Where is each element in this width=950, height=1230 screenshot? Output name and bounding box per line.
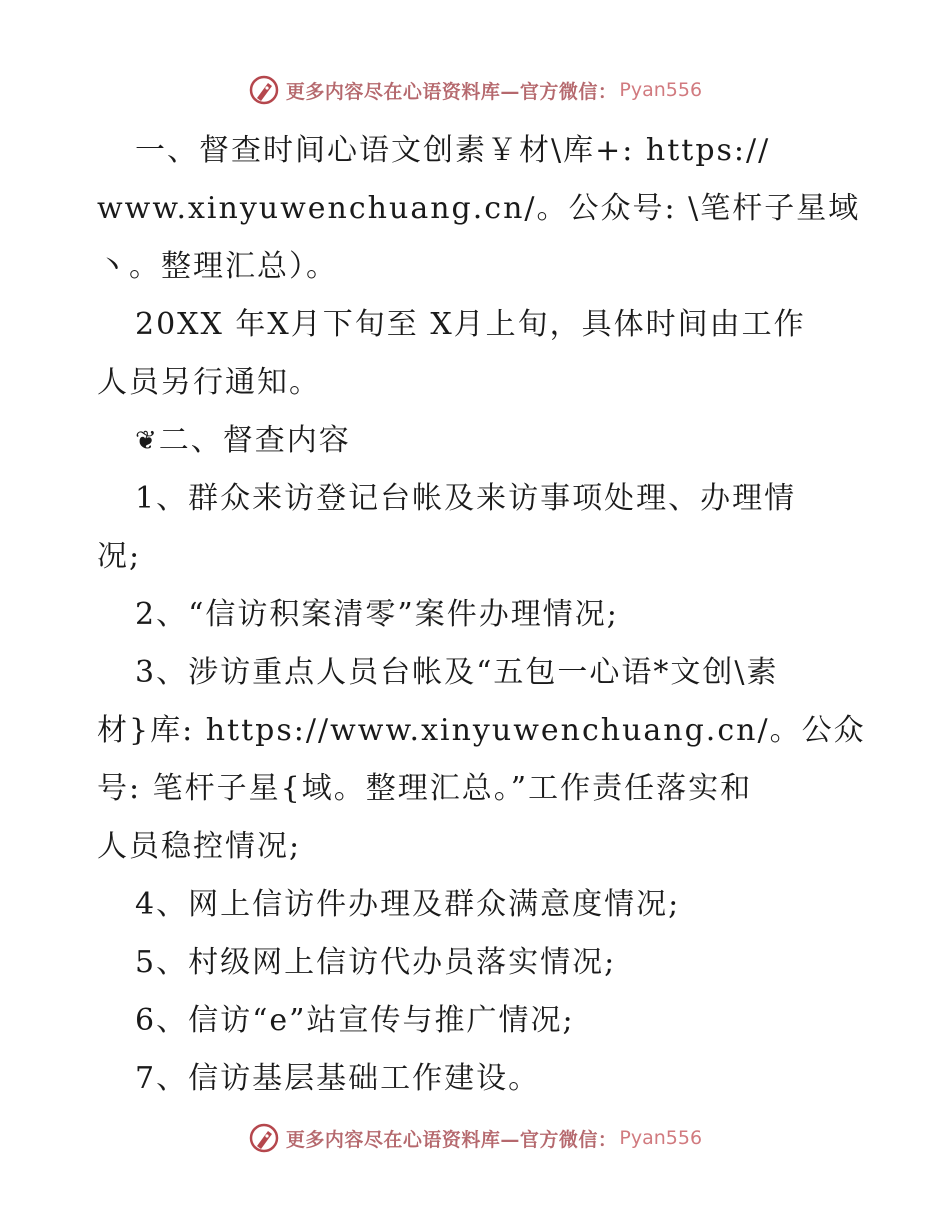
paragraph-line: 2、“信访积案清零”案件办理情况;	[135, 597, 619, 632]
paragraph-line: 丶。整理汇总）。	[97, 249, 338, 284]
paragraph-line: 4、网上信访件办理及群众满意度情况;	[135, 887, 681, 922]
pen-nib-logo-icon	[248, 74, 280, 106]
paragraph-line: 3、涉访重点人员台帐及“五包一心语*文创\素	[135, 655, 779, 690]
paragraph-line: www.xinyuwenchuang.cn/。公众号: \笔杆子星域	[97, 191, 861, 226]
banner-wechat-id: Pyan556	[619, 1127, 703, 1149]
banner-text: 更多内容尽在心语资料库—官方微信：	[285, 1128, 618, 1151]
paragraph-line: 号: 笔杆子星{域。整理汇总。”工作责任落实和	[97, 771, 753, 806]
paragraph-line: 6、信访“e”站宣传与推广情况;	[135, 1003, 575, 1038]
paragraph-line: 1、群众来访登记台帐及来访事项处理、办理情	[135, 481, 797, 516]
floral-heart-icon: ❦	[135, 426, 159, 456]
footer-banner	[0, 1118, 950, 1158]
paragraph-line: 一、督查时间心语文创素￥材\库+: https://	[135, 133, 771, 168]
banner-text: 更多内容尽在心语资料库—官方微信：	[285, 80, 618, 103]
section-heading	[97, 412, 837, 470]
pen-nib-logo-icon	[248, 1122, 280, 1154]
paragraph-line: 7、信访基层基础工作建设。	[135, 1061, 541, 1096]
header-banner	[0, 70, 950, 110]
section-heading-text: 二、督查内容	[158, 423, 351, 458]
paragraph-line: 人员另行通知。	[97, 365, 321, 400]
paragraph-line: 材}库: https://www.xinyuwenchuang.cn/。公众	[97, 713, 866, 748]
paragraph-line: 人员稳控情况;	[97, 829, 302, 864]
document-body	[97, 122, 866, 1108]
paragraph-line: 20XX 年X月下旬至 X月上旬，具体时间由工作	[135, 307, 806, 342]
paragraph-line: 5、村级网上信访代办员落实情况;	[135, 945, 617, 980]
paragraph-line: 况;	[97, 539, 142, 574]
banner-wechat-id: Pyan556	[619, 79, 703, 101]
